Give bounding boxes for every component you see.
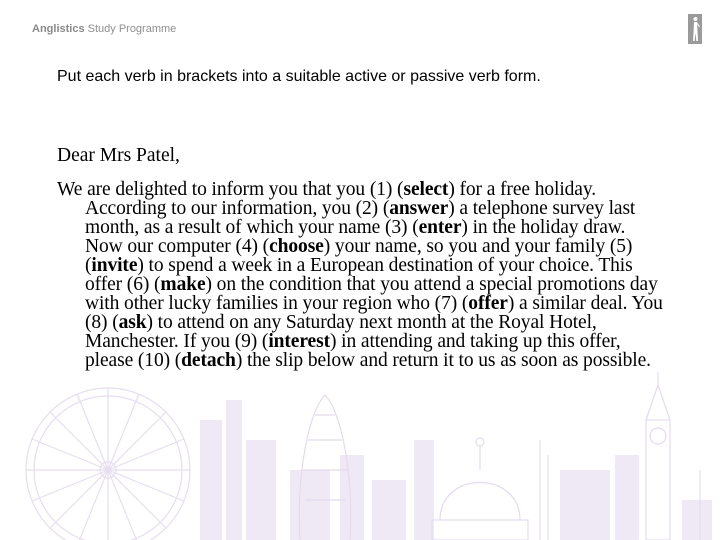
verb-in-brackets: choose — [269, 236, 324, 257]
letter-text-segment: We are delighted to inform you that you (1) ( — [57, 179, 404, 200]
letter-text-segment: ) in the holiday draw. Now our computer (4) ( — [85, 217, 626, 257]
verb-in-brackets: answer — [389, 198, 449, 219]
letter-text-segment: ) in attending and taking up this offer, please (10) ( — [85, 331, 621, 371]
letter-greeting: Dear Mrs Patel, — [57, 145, 180, 166]
letter — [57, 144, 667, 370]
programme-header — [32, 23, 176, 35]
figure-logo-icon — [688, 14, 702, 44]
verb-in-brackets: detach — [181, 350, 236, 371]
letter-text-segment: ) to spend a week in a European destination of your choice. This offer (6) ( — [85, 255, 633, 295]
letter-text-segment: ) your name, so you and your family (5) ( — [85, 236, 633, 276]
tower-block — [200, 420, 222, 540]
letter-body — [57, 180, 667, 370]
programme-name: Study Programme — [84, 23, 177, 35]
dome-building — [440, 483, 520, 521]
verb-in-brackets: make — [160, 274, 206, 295]
letter-text-segment: ) a similar deal. You (8) ( — [85, 293, 663, 333]
verb-in-brackets: offer — [468, 293, 508, 314]
letter-text-segment: ) the slip below and return it to us as soon as possible. — [235, 350, 651, 371]
verb-in-brackets: ask — [118, 312, 147, 333]
letter-text-segment: ) to attend on any Saturday next month at the Royal Hotel, Manchester. If you (9) ( — [85, 312, 597, 352]
programme-brand: Anglistics — [32, 23, 85, 35]
verb-in-brackets: select — [403, 179, 449, 200]
letter-text-segment: ) for a free holiday. According to our information, you (2) ( — [85, 179, 597, 219]
clock-tower — [646, 420, 670, 540]
exercise-instruction: Put each verb in brackets into a suitable active or passive verb form. — [57, 68, 541, 85]
verb-in-brackets: enter — [418, 217, 462, 238]
verb-in-brackets: invite — [91, 255, 138, 276]
letter-text-segment: ) a telephone survey last month, as a result of which your name (3) ( — [85, 198, 636, 238]
letter-text-segment: ) on the condition that you attend a special promotions day with other lucky families in your region who (7) ( — [85, 274, 658, 314]
verb-in-brackets: interest — [268, 331, 330, 352]
